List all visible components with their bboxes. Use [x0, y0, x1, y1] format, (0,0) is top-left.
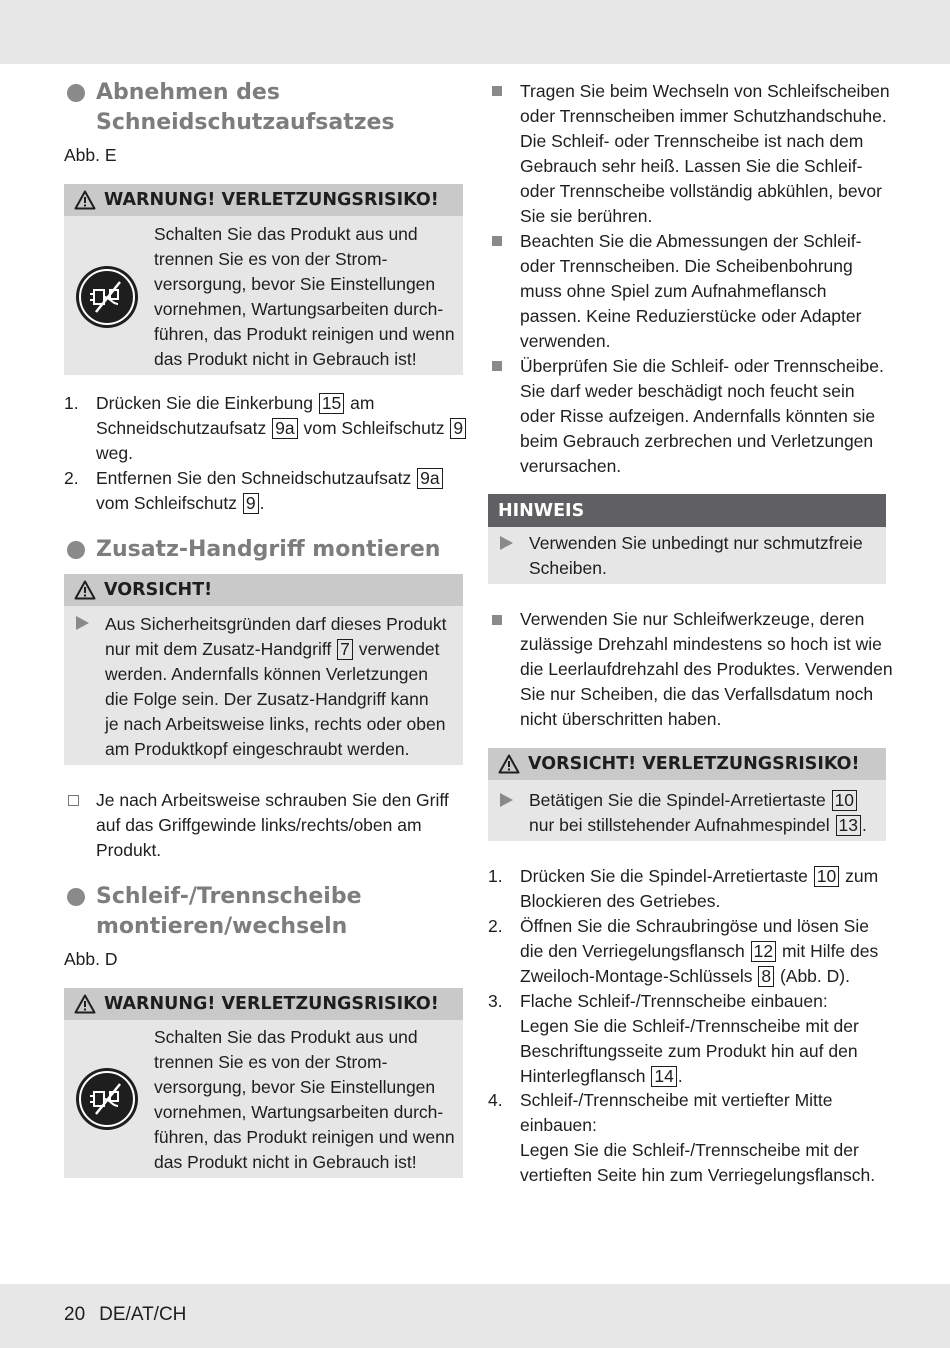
arrow-bullet-icon	[500, 793, 513, 807]
heading-line: Zusatz-Handgriff montieren	[96, 537, 441, 562]
square-bullet-icon	[492, 86, 502, 96]
text-line: Je nach Arbeitsweise schrauben Sie den Griff	[96, 790, 449, 810]
part-reference: 12	[751, 941, 776, 962]
text-line: oder Trennscheibe vollständig abkühlen, bevor	[520, 181, 882, 201]
text: Drücken Sie die Einkerbung	[96, 393, 313, 413]
text: .	[861, 815, 867, 835]
text-line: Verwenden Sie nur Schleifwerkzeuge, deren	[520, 609, 865, 629]
text-line: beim Gebrauch zerbrechen und Verletzungen	[520, 431, 874, 451]
text-line: oder Risse aufzeigen. Andernfalls könnten sie	[520, 406, 876, 426]
text-line: vertieften Seite hin zum Verriegelungsflansch.	[520, 1165, 876, 1185]
unplug-icon	[76, 1068, 138, 1130]
note-text	[529, 531, 863, 581]
caution-box	[488, 748, 886, 841]
text-line: vornehmen, Wartungsarbeiten durch-	[154, 1102, 444, 1122]
part-reference: 15	[319, 393, 344, 414]
text-line: Öffnen Sie die Schraubringöse und lösen Sie	[520, 916, 869, 936]
heading-line: Abnehmen des	[96, 80, 280, 105]
part-reference: 10	[832, 790, 857, 811]
heading-bullet-icon	[67, 84, 85, 102]
square-bullet-icon	[492, 361, 502, 371]
part-reference: 9a	[417, 468, 442, 489]
text-line: Schleif-/Trennscheibe mit vertiefter Mitte	[520, 1090, 833, 1110]
text-line: Produkt.	[96, 840, 162, 860]
text: (Abb. D).	[779, 966, 850, 986]
text: verwendet	[358, 639, 440, 659]
text-line: oder Trennscheiben. Die Scheibenbohrung	[520, 256, 853, 276]
text-line: das Produkt nicht in Gebrauch ist!	[154, 1152, 417, 1172]
text: vom Schleifschutz	[96, 493, 238, 513]
heading-line: Schleif-/Trennscheibe	[96, 884, 362, 909]
warning-triangle-icon	[74, 994, 96, 1014]
step-number: 1.	[488, 866, 503, 886]
caution-header	[64, 574, 463, 606]
text-line: Flache Schleif-/Trennscheibe einbauen:	[520, 991, 828, 1011]
text-line: Beachten Sie die Abmessungen der Schleif-	[520, 231, 862, 251]
text-line: Tragen Sie beim Wechseln von Schleifscheiben	[520, 81, 890, 101]
warning-header	[64, 184, 463, 216]
text-line: trennen Sie es von der Strom-	[154, 1052, 388, 1072]
text-line: Legen Sie die Schleif-/Trennscheibe mit der	[520, 1140, 859, 1160]
warning-title: WARNUNG! VERLETZUNGSRISIKO!	[104, 994, 439, 1014]
warning-box	[64, 988, 463, 1178]
caution-title: VORSICHT!	[104, 580, 213, 600]
text-line: Scheiben.	[529, 558, 607, 578]
text-line: Überprüfen Sie die Schleif- oder Trennscheibe.	[520, 356, 884, 376]
note-header: HINWEIS	[488, 494, 886, 527]
arrow-bullet-icon	[500, 536, 513, 550]
step-number: 2.	[64, 468, 79, 488]
warning-box	[64, 184, 463, 375]
step-number: 2.	[488, 916, 503, 936]
square-bullet-icon	[492, 236, 502, 246]
text-line: trennen Sie es von der Strom-	[154, 249, 388, 269]
warning-text	[154, 222, 455, 372]
text-line: verursachen.	[520, 456, 622, 476]
caution-title: VORSICHT! VERLETZUNGSRISIKO!	[528, 754, 860, 774]
warning-title: WARNUNG! VERLETZUNGSRISIKO!	[104, 190, 439, 210]
note-box	[488, 494, 886, 584]
text-line: Blockieren des Getriebes.	[520, 891, 721, 911]
section-heading-schleifscheibe	[64, 882, 463, 944]
text-line: werden. Andernfalls können Verletzungen	[105, 664, 429, 684]
part-reference: 7	[337, 639, 353, 660]
warning-text	[154, 1025, 455, 1175]
section-heading-abnehmen	[64, 78, 463, 140]
step-number: 3.	[488, 991, 503, 1011]
text: die den Verriegelungsflansch	[520, 941, 745, 961]
text-line: Schalten Sie das Produkt aus und	[154, 224, 418, 244]
text-line: führen, das Produkt reinigen und wenn	[154, 324, 455, 344]
list-item	[96, 788, 449, 863]
text-line: Schalten Sie das Produkt aus und	[154, 1027, 418, 1047]
part-reference: 8	[758, 966, 774, 987]
part-reference: 9	[450, 418, 466, 439]
page-footer	[64, 1304, 200, 1326]
text-line: versorgung, bevor Sie Einstellungen	[154, 274, 436, 294]
region-label: DE/AT/CH	[99, 1304, 187, 1325]
header-bar	[0, 0, 950, 64]
warning-triangle-icon	[74, 190, 96, 210]
arrow-bullet-icon	[76, 616, 89, 630]
text: Zweiloch-Montage-Schlüssels	[520, 966, 753, 986]
part-reference: 10	[814, 866, 839, 887]
text-line: Sie sie berühren.	[520, 206, 653, 226]
list-item	[520, 79, 890, 229]
text-line: Aus Sicherheitsgründen darf dieses Produkt	[105, 614, 447, 634]
text-line: nicht überschritten haben.	[520, 709, 722, 729]
step-number: 4.	[488, 1090, 503, 1110]
text: Betätigen Sie die Spindel-Arretiertaste	[529, 790, 826, 810]
text: nur mit dem Zusatz-Handgriff	[105, 639, 332, 659]
text-line: Sie darf weder beschädigt noch feucht sein	[520, 381, 855, 401]
caution-header	[488, 748, 886, 780]
text-line: am Produktkopf eingeschraubt werden.	[105, 739, 410, 759]
list-item	[96, 466, 444, 516]
list-item	[520, 607, 893, 732]
text-line: einbauen:	[520, 1115, 597, 1135]
text-line: Sie nur Scheiben, die das Verfallsdatum noch	[520, 684, 874, 704]
text-line: führen, das Produkt reinigen und wenn	[154, 1127, 455, 1147]
text: Schneidschutzaufsatz	[96, 418, 267, 438]
text-line: Die Schleif- oder Trennscheibe ist nach dem	[520, 131, 864, 151]
square-bullet-icon	[492, 615, 502, 625]
checkbox-icon	[68, 795, 79, 806]
list-item	[520, 354, 884, 479]
heading-bullet-icon	[67, 541, 85, 559]
warning-triangle-icon	[74, 580, 96, 600]
text-line: die Folge sein. Der Zusatz-Handgriff kann	[105, 689, 429, 709]
text-line: auf das Griffgewinde links/rechts/oben am	[96, 815, 422, 835]
caution-text	[105, 612, 446, 762]
list-item	[520, 229, 861, 354]
list-item	[520, 914, 878, 989]
part-reference: 13	[836, 815, 861, 836]
heading-line: montieren/wechseln	[96, 914, 348, 939]
text-line: zulässige Drehzahl mindestens so hoch ist wie	[520, 634, 882, 654]
text: Entfernen Sie den Schneidschutzaufsatz	[96, 468, 412, 488]
text-line: das Produkt nicht in Gebrauch ist!	[154, 349, 417, 369]
text-line: verwenden.	[520, 331, 611, 351]
text-line: weg.	[96, 443, 133, 463]
text-line: Gebrauch sehr heiß. Lassen Sie die Schleif-	[520, 156, 863, 176]
list-item	[96, 391, 467, 466]
caution-text	[529, 788, 867, 838]
page-number: 20	[64, 1304, 86, 1325]
figure-reference: Abb. E	[64, 145, 117, 165]
warning-header	[64, 988, 463, 1020]
step-number: 1.	[64, 393, 79, 413]
text-line: Verwenden Sie unbedingt nur schmutzfreie	[529, 533, 863, 553]
list-item	[520, 989, 859, 1089]
text: .	[677, 1066, 683, 1086]
text: Hinterlegflansch	[520, 1066, 646, 1086]
text-line: die Leerlaufdrehzahl des Produktes. Verwenden	[520, 659, 893, 679]
warning-triangle-icon	[498, 754, 520, 774]
part-reference: 9	[243, 493, 259, 514]
list-item	[520, 1088, 875, 1188]
text: Drücken Sie die Spindel-Arretiertaste	[520, 866, 808, 886]
text: nur bei stillstehender Aufnahmespindel	[529, 815, 830, 835]
heading-line: Schneidschutzaufsatzes	[96, 110, 395, 135]
text: .	[259, 493, 265, 513]
text-line: Beschriftungsseite zum Produkt hin auf den	[520, 1041, 858, 1061]
text-line: je nach Arbeitsweise links, rechts oder oben	[105, 714, 446, 734]
caution-box	[64, 574, 463, 765]
section-heading-zusatz-handgriff	[64, 535, 463, 565]
text-line: vornehmen, Wartungsarbeiten durch-	[154, 299, 444, 319]
text-line: passen. Keine Reduzierstücke oder Adapter	[520, 306, 862, 326]
text: am	[350, 393, 375, 413]
text-line: versorgung, bevor Sie Einstellungen	[154, 1077, 436, 1097]
text-line: muss ohne Spiel zum Aufnahmeflansch	[520, 281, 827, 301]
text-line: oder Trennscheiben immer Schutzhandschuhe.	[520, 106, 887, 126]
part-reference: 14	[651, 1066, 676, 1087]
text: mit Hilfe des	[781, 941, 879, 961]
text-line: Legen Sie die Schleif-/Trennscheibe mit der	[520, 1016, 859, 1036]
figure-reference: Abb. D	[64, 949, 118, 969]
text: zum	[845, 866, 879, 886]
list-item	[520, 864, 878, 914]
text: vom Schleifschutz	[303, 418, 445, 438]
heading-bullet-icon	[67, 888, 85, 906]
unplug-icon	[76, 266, 138, 328]
part-reference: 9a	[272, 418, 297, 439]
